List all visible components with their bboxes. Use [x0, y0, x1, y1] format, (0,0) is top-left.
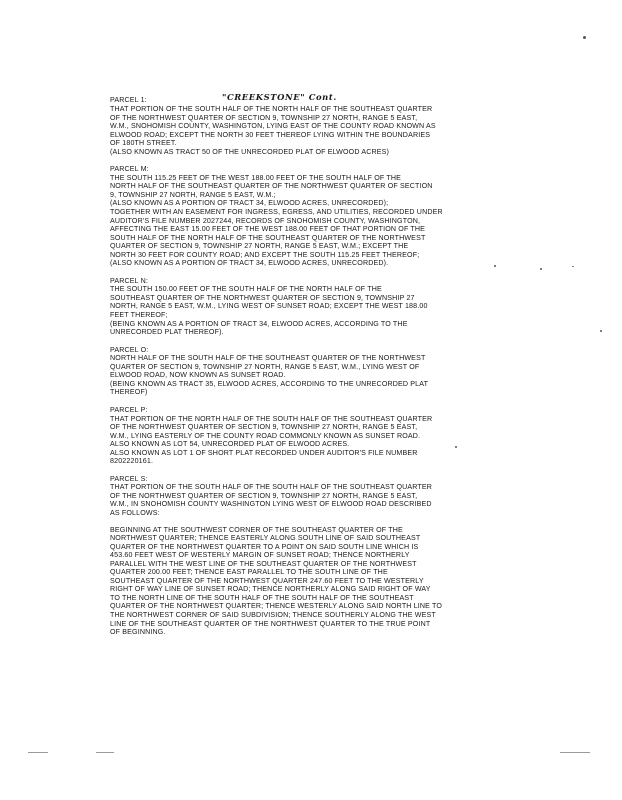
text-line: QUARTER OF THE NORTHWEST QUARTER TO A POINT ON SAID SOUTH LINE WHICH IS: [110, 542, 419, 551]
text-line: OF THE NORTHWEST QUARTER OF SECTION 9, TOWNSHIP 27 NORTH, RANGE 5 EAST,: [110, 113, 418, 122]
handwritten-title: "CREEKSTONE" Cont.: [222, 92, 337, 102]
text-line: LINE OF THE SOUTHEAST QUARTER OF THE NORTHWEST QUARTER TO THE TRUE POINT: [110, 619, 431, 628]
scan-speck: [572, 266, 574, 267]
text-line: SOUTH HALF OF THE NORTH HALF OF THE SOUTHEAST QUARTER OF THE NORTHWEST: [110, 233, 426, 242]
parcel-label: PARCEL N:: [110, 276, 149, 285]
scan-speck: [583, 36, 586, 39]
text-line: NORTH, RANGE 5 EAST, W.M., LYING WEST OF SUNSET ROAD; EXCEPT THE WEST 188.00: [110, 302, 428, 311]
text-line: FEET THEREOF;: [110, 311, 168, 320]
text-line: OF BEGINNING.: [110, 628, 166, 637]
text-line: QUARTER OF SECTION 9, TOWNSHIP 27 NORTH, RANGE 5 EAST, W.M., LYING WEST OF: [110, 362, 420, 371]
scan-edge-line: [96, 752, 114, 753]
text-line: OF THE NORTHWEST QUARTER OF SECTION 9, TOWNSHIP 27 NORTH, RANGE 5 EAST,: [110, 491, 418, 500]
text-line: (ALSO KNOWN AS A PORTION OF TRACT 34, ELWOOD ACRES, UNRECORDED);: [110, 199, 389, 208]
parcel-label: PARCEL S:: [110, 474, 148, 483]
scan-edge-line: [560, 752, 590, 753]
text-line: 453.60 FEET WEST OF WESTERLY MARGIN OF SUNSET ROAD; THENCE NORTHERLY: [110, 551, 410, 560]
text-line: W.M., LYING EASTERLY OF THE COUNTY ROAD COMMONLY KNOWN AS SUNSET ROAD.: [110, 431, 421, 440]
text-line: AS FOLLOWS:: [110, 508, 160, 517]
text-line: ELWOOD ROAD, NOW KNOWN AS SUNSET ROAD.: [110, 371, 286, 380]
text-line: TO THE NORTH LINE OF THE SOUTH HALF OF THE SOUTH HALF OF THE SOUTHEAST: [110, 593, 414, 602]
text-line: THAT PORTION OF THE SOUTH HALF OF THE SOUTH HALF OF THE SOUTHEAST QUARTER: [110, 483, 433, 492]
parcel-label: PARCEL M:: [110, 165, 149, 174]
text-line: W.M., IN SNOHOMISH COUNTY WASHINGTON LYING WEST OF ELWOOD ROAD DESCRIBED: [110, 500, 432, 509]
legal-description: [110, 92, 465, 637]
text-line: RIGHT OF WAY LINE OF SUNSET ROAD; THENCE NORTHERLY ALONG SAID RIGHT OF WAY: [110, 585, 431, 594]
text-line: THE SOUTH 115.25 FEET OF THE WEST 188.00 FEET OF THE SOUTH HALF OF THE: [110, 173, 402, 182]
parcel-block: [110, 277, 465, 337]
text-line: NORTH 30 FEET FOR COUNTY ROAD; AND EXCEPT THE SOUTH 115.25 FEET THEREOF;: [110, 250, 420, 259]
text-line: (ALSO KNOWN AS TRACT 50 OF THE UNRECORDED PLAT OF ELWOOD ACRES): [110, 147, 390, 156]
text-line: BEGINNING AT THE SOUTHWEST CORNER OF THE SOUTHEAST QUARTER OF THE: [110, 525, 403, 534]
scan-edge-line: [28, 752, 48, 753]
text-line: (BEING KNOWN AS TRACT 35, ELWOOD ACRES, ACCORDING TO THE UNRECORDED PLAT: [110, 379, 429, 388]
text-line: ELWOOD ROAD; EXCEPT THE NORTH 30 FEET THEREOF LYING WITHIN THE BOUNDARIES: [110, 130, 431, 139]
parcel-block: [110, 165, 465, 268]
parcel-label: PARCEL 1:: [110, 96, 147, 104]
text-line: W.M., SNOHOMISH COUNTY, WASHINGTON, LYING EAST OF THE COUNTY ROAD KNOWN AS: [110, 122, 436, 131]
scan-speck: [600, 330, 602, 332]
text-line: SOUTHEAST QUARTER OF THE NORTHWEST QUARTER OF SECTION 9, TOWNSHIP 27: [110, 293, 415, 302]
text-line: SOUTHEAST QUARTER OF THE NORTHWEST QUARTER 247.60 FEET TO THE WESTERLY: [110, 576, 424, 585]
text-line: THE SOUTH 150.00 FEET OF THE SOUTH HALF OF THE NORTH HALF OF THE: [110, 285, 382, 294]
text-line: NORTH HALF OF THE SOUTHEAST QUARTER OF THE NORTHWEST QUARTER OF SECTION: [110, 182, 433, 191]
parcel-block: [110, 475, 465, 637]
text-line: THE NORTHWEST CORNER OF SAID SUBDIVISION; THENCE SOUTHERLY ALONG THE WEST: [110, 610, 436, 619]
scan-speck: [540, 268, 542, 270]
parcel-header: [110, 92, 465, 105]
text-line: QUARTER OF THE NORTHWEST QUARTER; THENCE WESTERLY ALONG SAID NORTH LINE TO: [110, 602, 443, 611]
text-line: (ALSO KNOWN AS A PORTION OF TRACT 34, ELWOOD ACRES, UNRECORDED).: [110, 259, 389, 268]
paragraph-gap: [110, 518, 465, 526]
text-line: THAT PORTION OF THE NORTH HALF OF THE SOUTH HALF OF THE SOUTHEAST QUARTER: [110, 414, 433, 423]
text-line: QUARTER 200.00 FEET; THENCE EAST PARALLEL TO THE SOUTH LINE OF THE: [110, 568, 388, 577]
text-line: UNRECORDED PLAT THEREOF).: [110, 328, 224, 337]
text-line: 9, TOWNSHIP 27 NORTH, RANGE 5 EAST, W.M.;: [110, 190, 276, 199]
text-line: TOGETHER WITH AN EASEMENT FOR INGRESS, EGRESS, AND UTILITIES, RECORDED UNDER: [110, 208, 443, 217]
text-line: THAT PORTION OF THE SOUTH HALF OF THE NORTH HALF OF THE SOUTHEAST QUARTER: [110, 105, 433, 113]
text-line: AUDITOR'S FILE NUMBER 2027244, RECORDS OF SNOHOMISH COUNTY, WASHINGTON,: [110, 216, 421, 225]
text-line: OF 180TH STREET.: [110, 139, 177, 148]
text-line: THEREOF): [110, 388, 148, 397]
text-line: ALSO KNOWN AS LOT 54, UNRECORDED PLAT OF ELWOOD ACRES.: [110, 440, 350, 449]
text-line: ALSO KNOWN AS LOT 1 OF SHORT PLAT RECORDED UNDER AUDITOR'S FILE NUMBER: [110, 448, 418, 457]
text-line: OF THE NORTHWEST QUARTER OF SECTION 9, TOWNSHIP 27 NORTH, RANGE 5 EAST,: [110, 423, 418, 432]
parcel-block: [110, 406, 465, 466]
text-line: QUARTER OF SECTION 9, TOWNSHIP 27 NORTH, RANGE 5 EAST, W.M.; EXCEPT THE: [110, 242, 409, 251]
scan-speck: [494, 265, 496, 267]
text-line: 8202220161.: [110, 457, 154, 466]
text-line: AFFECTING THE EAST 15.00 FEET OF THE WEST 188.00 FEET OF THAT PORTION OF THE: [110, 225, 426, 234]
parcel-label: PARCEL P:: [110, 405, 148, 414]
text-line: PARALLEL WITH THE WEST LINE OF THE SOUTHEAST QUARTER OF THE NORTHWEST: [110, 559, 417, 568]
text-line: (BEING KNOWN AS A PORTION OF TRACT 34, ELWOOD ACRES, ACCORDING TO THE: [110, 319, 408, 328]
parcel-block: [110, 346, 465, 397]
text-line: NORTH HALF OF THE SOUTH HALF OF THE SOUTHEAST QUARTER OF THE NORTHWEST: [110, 354, 426, 363]
text-line: NORTHWEST QUARTER; THENCE EASTERLY ALONG SOUTH LINE OF SAID SOUTHEAST: [110, 534, 421, 543]
parcel-label: PARCEL O:: [110, 345, 149, 354]
parcel-block: [110, 105, 465, 156]
